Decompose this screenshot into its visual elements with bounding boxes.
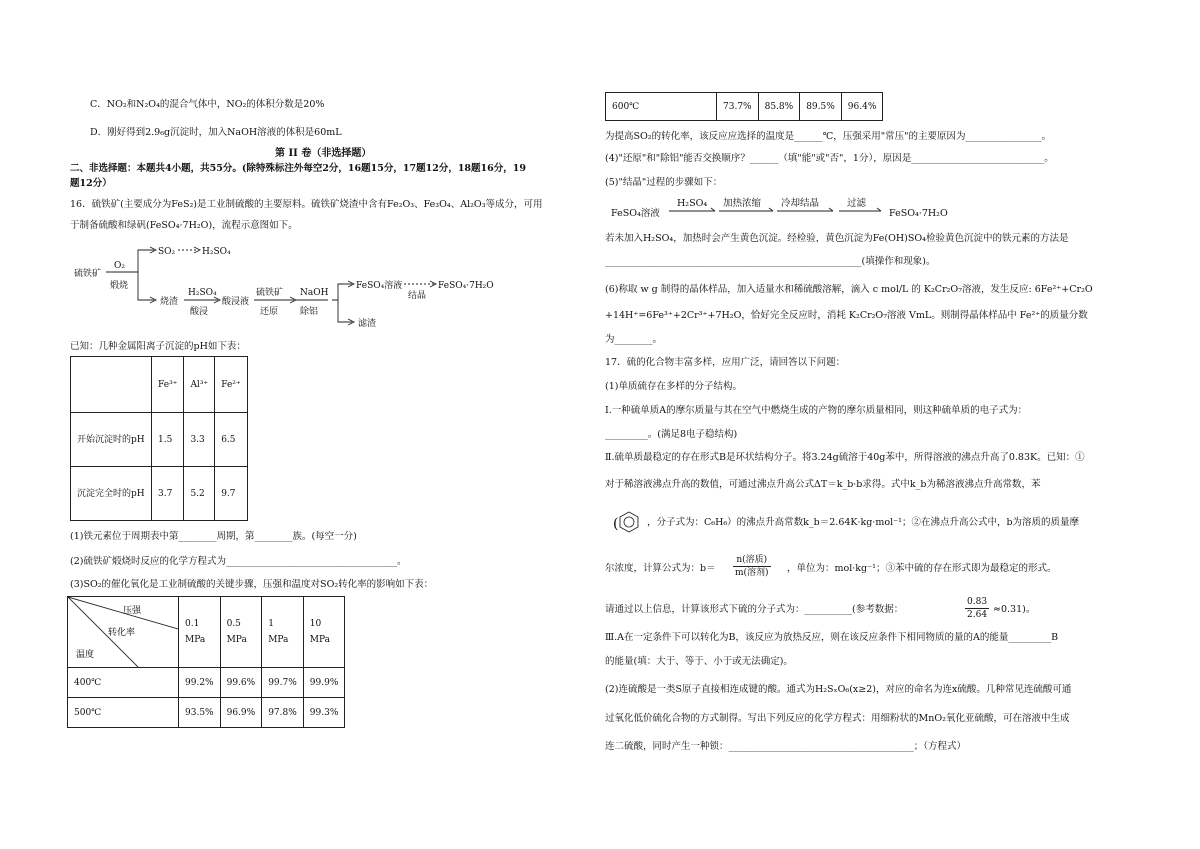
flow-remove-al: 除铝	[300, 307, 319, 317]
q17-II-line5a: 请通过以上信息，计算该形式下硫的分子式为：__________(参考数据：	[605, 604, 904, 615]
ph-header-al3: Al³⁺	[184, 357, 215, 413]
section-note-line2: 题12分）	[70, 178, 112, 189]
conv-cell: 99.7%	[262, 668, 304, 698]
q16-4-question: (4)"还原"和"除铝"能否交换顺序？______（填"能"或"否"，1分），原因是____________________________。	[605, 153, 1054, 164]
section-title: 第 II 卷（非选择题）	[275, 148, 372, 159]
conversion-corner-cell	[68, 597, 179, 668]
ph-row-label: 开始沉淀时的pH	[71, 413, 152, 467]
corner-rate: 转化率	[108, 628, 136, 638]
ph-table	[70, 356, 248, 521]
option-c: C．NO₂和N₂O₄的混合气体中，NO₂的体积分数是20%	[90, 99, 325, 110]
crystallization-steps	[605, 194, 1025, 224]
q16-5-note1: 若未加入H₂SO₄，加热时会产生黄色沉淀。经检验，黄色沉淀为Fe(OH)SO₄检验黄色沉淀中的铁元素的方法是	[605, 233, 1069, 244]
flow-product: FeSO₄·7H₂O	[438, 281, 494, 291]
ph-cell: 5.2	[184, 467, 215, 521]
flow-h2so4-top: H₂SO₄	[202, 247, 231, 257]
flow-ore2: 硫铁矿	[256, 288, 284, 298]
flow-reduce: 还原	[260, 307, 279, 317]
conv-cell: 99.6%	[220, 668, 262, 698]
step-h2so4: H₂SO₄	[677, 198, 708, 209]
ph-header-fe2: Fe²⁺	[215, 357, 247, 413]
step-end: FeSO₄·7H₂O	[889, 208, 948, 219]
flow-naoh: NaOH	[300, 288, 329, 298]
pressure-header: 1 MPa	[262, 597, 304, 668]
conv-cell: 89.5%	[800, 93, 842, 121]
conv-cell: 99.3%	[303, 698, 345, 728]
flow-leachate: 酸浸液	[222, 297, 250, 307]
conv-cell: 73.7%	[717, 93, 759, 121]
conv-cell: 85.8%	[758, 93, 800, 121]
fraction-numerator: n(溶质)	[733, 554, 771, 567]
q17-2-line2: 过氧化低价硫化合物的方式制得。写出下列反应的化学方程式：用细粉状的MnO₂氧化亚硫酸，可在溶液中生成	[605, 713, 1070, 724]
flow-residue: 滤渣	[358, 319, 377, 329]
q16-part2: (2)硫铁矿煅烧时反应的化学方程式为____________________________________。	[70, 556, 407, 567]
q17-II-line2: 对于稀溶液沸点升高的数值，可通过沸点升高公式ΔT＝k_b·b求得。式中k_b为稀溶液沸点升高常数，苯	[605, 479, 1041, 490]
reference-fraction	[965, 596, 989, 621]
step-start: FeSO₄溶液	[611, 208, 660, 219]
q16-part1: (1)铁元素位于周期表中第________周期，第________族。(每空一分)	[70, 531, 357, 542]
ph-cell: 3.3	[184, 413, 215, 467]
pressure-header: 0.5 MPa	[220, 597, 262, 668]
q17-intro: 17．硫的化合物丰富多样，应用广泛，请回答以下问题：	[605, 357, 846, 368]
q16-5-question: (5)"结晶"过程的步骤如下：	[605, 177, 723, 188]
q17-1: (1)单质硫存在多样的分子结构。	[605, 381, 742, 392]
corner-pressure: 压强	[123, 606, 142, 616]
q16-5-note2: ______________________________________________________(填操作和现象)。	[605, 256, 936, 267]
q17-II-line4b: ，单位为：mol·kg⁻¹；③苯中硫的存在形式即为最稳定的形式。	[787, 563, 1057, 574]
pressure-header: 0.1 MPa	[179, 597, 221, 668]
flow-so2: SO₂	[158, 247, 176, 257]
conv-cell: 93.5%	[179, 698, 221, 728]
step-cool-crystallize: 冷却结晶	[781, 198, 820, 209]
fraction2-denominator: 2.64	[967, 610, 988, 620]
conv-cell: 97.8%	[262, 698, 304, 728]
q16-6-line3: 为________。	[605, 334, 663, 345]
fraction-denominator: m(溶剂)	[735, 568, 769, 578]
benzene-ring-icon	[613, 508, 645, 538]
ph-header-fe3: Fe³⁺	[152, 357, 184, 413]
flow-crystallize: 结晶	[408, 291, 427, 301]
q16-3-question: 为提高SO₂的转化率，该反应应选择的温度是______℃，压强采用"常压"的主要原因为________________。	[605, 131, 1051, 142]
flow-feso4-solution: FeSO₄溶液	[356, 281, 403, 291]
conv-cell: 96.4%	[841, 93, 883, 121]
ph-row-label: 沉淀完全时的pH	[71, 467, 152, 521]
step-filter: 过滤	[847, 198, 867, 209]
ph-cell: 6.5	[215, 413, 247, 467]
q17-III-line2: 的能量(填：大于、等于、小于或无法确定)。	[605, 656, 793, 667]
process-flow-diagram	[70, 238, 510, 338]
svg-text:(: (	[613, 516, 619, 532]
temp-label: 600℃	[606, 93, 717, 121]
q16-part3: (3)SO₂的催化氧化是工业制硫酸的关键步骤，压强和温度对SO₂转化率的影响如下表：	[70, 579, 434, 590]
q16-intro-line1: 16．硫铁矿(主要成分为FeS₂)是工业制硫酸的主要原料。硫铁矿烧渣中含有Fe₂O₃、Fe₃O₄、Al₂O₃等成分，可用	[70, 199, 543, 210]
ph-cell: 9.7	[215, 467, 247, 521]
q16-6-line1: (6)称取 w g 制得的晶体样品，加入适量水和稀硫酸溶解，滴入 c mol/L 的 K₂Cr₂O₇溶液，发生反应: 6Fe²⁺+Cr₂O	[605, 284, 1093, 295]
fraction2-numerator: 0.83	[967, 597, 988, 607]
corner-temp: 温度	[76, 650, 95, 660]
q16-intro-line2: 于制备硫酸和绿矾(FeSO₄·7H₂O)，流程示意图如下。	[70, 220, 298, 231]
ph-cell: 1.5	[152, 413, 184, 467]
flow-calcine: 煅烧	[110, 281, 129, 291]
conversion-table-continued	[605, 92, 883, 121]
option-d: D．刚好得到2.9₆g沉淀时，加入NaOH溶液的体积是60mL	[90, 127, 342, 138]
step-concentrate: 加热浓缩	[723, 198, 762, 209]
q17-I-blank: _________。(满足8电子稳结构)	[605, 429, 738, 440]
conversion-table	[67, 596, 345, 728]
molality-fraction	[733, 554, 771, 579]
flow-acid-leach: 酸浸	[190, 307, 209, 317]
q17-I: Ⅰ.一种硫单质A的摩尔质量与其在空气中燃烧生成的产物的摩尔质量相同，则这种硫单质的电子式为：	[605, 405, 1028, 416]
q17-2-line1: (2)连硫酸是一类S原子直接相连成键的酸。通式为H₂SₓO₆(x≥2)，对应的命名为连x硫酸。几种常见连硫酸可通	[605, 684, 1072, 695]
q17-II-line3: ，分子式为：C₆H₆）的沸点升高常数k_b＝2.64K·kg·mol⁻¹；②在沸点升高公式中，b为溶质的质量摩	[647, 517, 1080, 528]
known-text: 已知：几种金属阳离子沉淀的pH如下表：	[70, 341, 246, 352]
temp-label: 400℃	[68, 668, 179, 698]
flow-ore: 硫铁矿	[74, 269, 102, 279]
temp-label: 500℃	[68, 698, 179, 728]
conv-cell: 96.9%	[220, 698, 262, 728]
ph-cell: 3.7	[152, 467, 184, 521]
flow-slag: 烧渣	[160, 297, 179, 307]
q17-III-line1: Ⅲ.A在一定条件下可以转化为B，该反应为放热反应，则在该反应条件下相同物质的量的A的能量_________B	[605, 632, 1059, 643]
flow-o2: O₂	[114, 261, 125, 271]
q17-II-line1: Ⅱ.硫单质最稳定的存在形式B是环状结构分子。将3.24g硫溶于40g苯中，所得溶液的沸点升高了0.83K。已知：①	[605, 452, 1085, 463]
q17-2-line3: 连二硫酸，同时产生一种锁：_______________________________________；（方程式）	[605, 741, 967, 752]
q17-II-line5b: ≈0.31)。	[993, 604, 1036, 615]
conv-cell: 99.2%	[179, 668, 221, 698]
pressure-header: 10 MPa	[303, 597, 345, 668]
ph-table-corner	[71, 357, 152, 413]
q16-6-line2: +14H⁺=6Fe³⁺+2Cr³⁺+7H₂O，恰好完全反应时，消耗 K₂Cr₂O₇溶液 VmL。则制得晶体样品中 Fe²⁺的质量分数	[605, 310, 1088, 321]
diagonal-lines	[68, 597, 178, 667]
flow-h2so4-mid: H₂SO₄	[188, 288, 217, 298]
q17-II-line4a: 尔浓度，计算公式为：b＝	[605, 563, 716, 574]
conv-cell: 99.9%	[303, 668, 345, 698]
section-note-line1: 二、非选择题：本题共4小题，共55分。(除特殊标注外每空2分，16题15分，17题12分，18题16分，19	[70, 163, 526, 174]
